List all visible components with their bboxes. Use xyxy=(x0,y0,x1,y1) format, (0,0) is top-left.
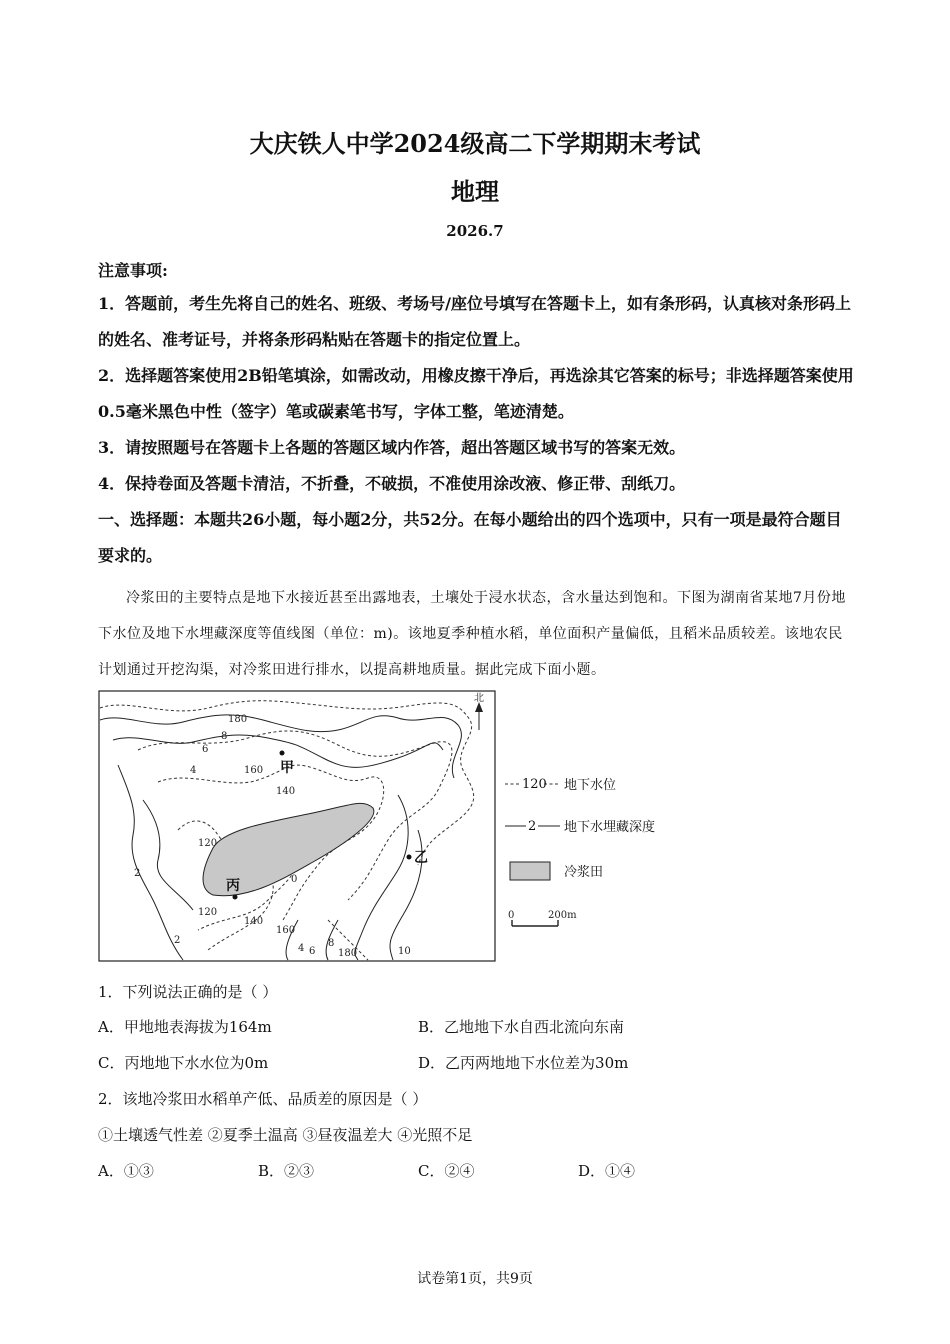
legend-paddy: 冷浆田 xyxy=(564,865,604,880)
legend-paddy-swatch xyxy=(510,862,550,880)
point-yi xyxy=(407,855,412,860)
north-label: 北 xyxy=(474,693,484,704)
question-1-stem: 1．下列说法正确的是（ ） xyxy=(98,983,278,1001)
contour-label: 180 xyxy=(338,948,358,959)
north-arrow xyxy=(474,692,484,730)
section-heading: 一、选择题：本题共26小题，每小题2分，共52分。在每小题给出的四个选项中，只有一项是最符合题目要求的。 xyxy=(98,510,842,565)
question-intro: 冷浆田的主要特点是地下水接近甚至出露地表，土壤处于浸水状态，含水量达到饱和。下图为湖南省某地7月份地下水位及地下水埋藏深度等值线图（单位：m)。该地夏季种植水稻，单位面积产量偏低，且稻米品质较差。该地农民计划通过开挖沟渠，对冷浆田进行排水，以提高耕地质量。据此完成下面小题。 xyxy=(98,590,846,678)
contour-label: 6 xyxy=(202,744,209,755)
contour-label: 180 xyxy=(228,714,248,725)
contour-label: 140 xyxy=(276,786,296,797)
contour-label: 10 xyxy=(398,946,411,957)
legend-water-level-value: 120 xyxy=(522,777,547,792)
place-bing: 丙 xyxy=(226,878,240,894)
question-2-option-a[interactable]: A．①③ xyxy=(98,1162,154,1180)
question-1-option-a[interactable]: A．甲地地表海拔为164m xyxy=(98,1018,272,1036)
contour-label: 120 xyxy=(198,907,218,918)
notice-item-4: 4．保持卷面及答题卡清洁，不折叠，不破损，不准使用涂改液、修正带、刮纸刀。 xyxy=(98,474,686,493)
legend-depth: 地下水埋藏深度 xyxy=(564,820,656,835)
question-2-option-d[interactable]: D．①④ xyxy=(578,1162,636,1180)
scale-length: 200m xyxy=(548,910,577,921)
contour-label: 120 xyxy=(198,838,218,849)
contour-label: 160 xyxy=(244,765,264,776)
contour-label: 140 xyxy=(244,916,264,927)
page-footer: 试卷第1页，共9页 xyxy=(417,1271,533,1287)
place-yi: 乙 xyxy=(414,850,428,866)
scale-zero: 0 xyxy=(508,910,515,921)
legend-depth-value: 2 xyxy=(528,819,537,834)
contour-label: 160 xyxy=(276,925,296,936)
point-jia xyxy=(280,751,285,756)
question-1-option-b[interactable]: B．乙地地下水自西北流向东南 xyxy=(418,1018,625,1036)
map-legend xyxy=(505,777,655,926)
contour-label: 6 xyxy=(309,946,316,957)
notice-item-2: 2．选择题答案使用2B铅笔填涂，如需改动，用橡皮擦干净后，再选涂其它答案的标号；非选择题答案使用0.5毫米黑色中性（签字）笔或碳素笔书写，字体工整，笔迹清楚。 xyxy=(98,366,854,421)
notice-heading: 注意事项: xyxy=(98,261,168,280)
contour-map xyxy=(98,690,838,965)
exam-title: 大庆铁人中学2024级高二下学期期末考试 xyxy=(249,129,701,158)
exam-date: 2026.7 xyxy=(446,222,504,240)
contour-label: 8 xyxy=(221,731,228,742)
question-1-option-c[interactable]: C．丙地地下水水位为0m xyxy=(98,1054,269,1072)
question-2-statements: ①土壤透气性差 ②夏季土温高 ③昼夜温差大 ④光照不足 xyxy=(98,1126,473,1144)
legend-water-level: 地下水位 xyxy=(564,778,617,793)
question-2-stem: 2．该地冷浆田水稻单产低、品质差的原因是（ ） xyxy=(98,1090,428,1108)
point-bing xyxy=(233,895,238,900)
contour-label: 4 xyxy=(190,765,197,776)
question-1-option-d[interactable]: D．乙丙两地地下水位差为30m xyxy=(418,1054,629,1072)
contour-label: 2 xyxy=(134,868,141,879)
contour-label: 0 xyxy=(291,874,298,885)
notice-item-1: 1．答题前，考生先将自己的姓名、班级、考场号/座位号填写在答题卡上，如有条形码，认真核对条形码上的姓名、准考证号，并将条形码粘贴在答题卡的指定位置上。 xyxy=(98,294,851,349)
place-jia: 甲 xyxy=(280,760,294,776)
contour-label: 4 xyxy=(298,943,305,954)
question-2-option-c[interactable]: C．②④ xyxy=(418,1162,475,1180)
question-2-option-b[interactable]: B．②③ xyxy=(258,1162,315,1180)
contour-label: 8 xyxy=(328,938,335,949)
notice-item-3: 3．请按照题号在答题卡上各题的答题区域内作答，超出答题区域书写的答案无效。 xyxy=(98,438,686,457)
exam-subject: 地理 xyxy=(451,177,499,206)
contour-label: 2 xyxy=(174,935,181,946)
